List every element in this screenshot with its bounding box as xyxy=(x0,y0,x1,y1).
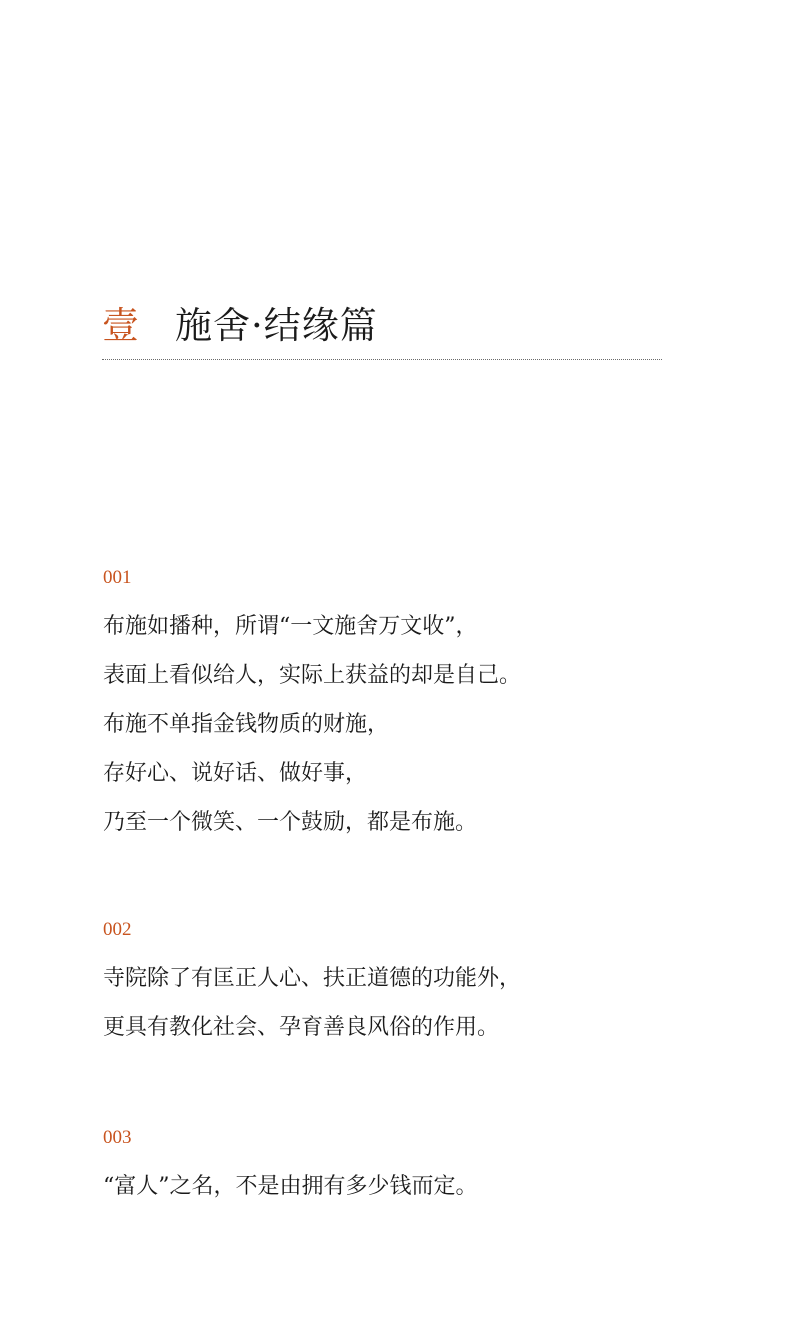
chapter-title: 施舍·结缘篇 xyxy=(175,304,378,347)
entry-line: 乃至一个微笑、一个鼓励，都是布施。 xyxy=(103,810,478,835)
entry-number: 003 xyxy=(103,1127,132,1148)
chapter-number: 壹 xyxy=(102,304,139,347)
entry-line: 布施不单指金钱物质的财施， xyxy=(103,712,390,737)
entry-line: 存好心、说好话、做好事， xyxy=(103,761,368,786)
entry-001 xyxy=(103,566,723,847)
chapter-header xyxy=(102,300,662,362)
entry-line: 更具有教化社会、孕育善良风俗的作用。 xyxy=(103,1015,500,1040)
dotted-divider xyxy=(102,359,662,360)
entry-number: 002 xyxy=(103,919,132,940)
entry-line: 布施如播种，所谓“一文施舍万文收”， xyxy=(103,614,478,639)
entry-line: 寺院除了有匡正人心、扶正道德的功能外， xyxy=(103,966,522,991)
entry-002 xyxy=(103,918,723,1052)
entry-line: 表面上看似给人，实际上获益的却是自己。 xyxy=(103,663,522,688)
entry-number: 001 xyxy=(103,567,132,588)
entry-003 xyxy=(103,1126,723,1211)
entry-line: “富人”之名，不是由拥有多少钱而定。 xyxy=(103,1174,478,1199)
